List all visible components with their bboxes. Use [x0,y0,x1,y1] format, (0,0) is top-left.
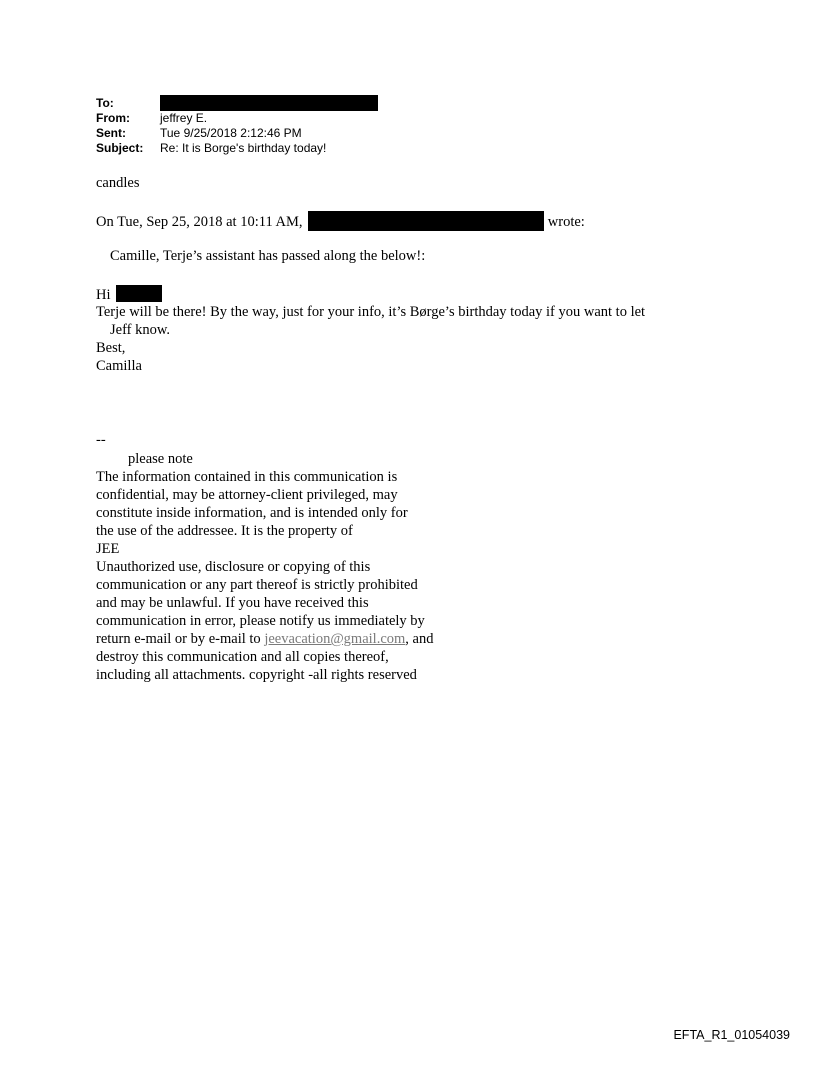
email-suffix: , and [405,631,434,647]
sent-row [96,126,378,141]
quote-intro-suffix: wrote: [547,214,585,230]
disclaimer-text [96,468,433,684]
subject-row [96,141,378,156]
from-value: jeffrey E. [160,111,208,125]
subject-label: Subject: [96,141,144,155]
redaction-box [308,211,544,231]
disclaimer-line: JEE [96,541,120,557]
disclaimer-line: and may be unlawful. If you have received this [96,595,369,611]
redaction-box [160,95,378,111]
assistant-line: Camille, Terje’s assistant has passed along the below!: [110,248,426,264]
greeting-text: Hi [96,287,111,303]
disclaimer-line: The information contained in this communication is [96,469,398,485]
quote-body-line-2: Jeff know. [110,322,171,338]
greeting-line [96,285,162,304]
document-id: EFTA_R1_01054039 [673,1028,790,1042]
disclaimer-line: constitute inside information, and is intended only for [96,505,408,521]
sent-value: Tue 9/25/2018 2:12:46 PM [160,126,302,140]
redaction-box [116,285,162,302]
disclaimer-line: confidential, may be attorney-client privileged, may [96,487,398,503]
to-row [96,96,378,111]
signoff: Best, [96,340,126,356]
quote-intro [96,211,585,231]
email-header [96,96,378,156]
from-row [96,111,378,126]
disclaimer-line: communication or any part thereof is strictly prohibited [96,577,418,593]
quote-body-line-1: Terje will be there! By the way, just for your info, it’s Børge’s birthday today if you want to let [96,304,646,320]
sent-label: Sent: [96,126,126,140]
from-label: From: [96,111,130,125]
signature: Camilla [96,358,142,374]
please-note: please note [128,451,193,467]
to-value [160,96,378,111]
disclaimer-line: Unauthorized use, disclosure or copying of this [96,559,371,575]
disclaimer-email-line [96,630,433,648]
email-prefix: return e-mail or by e-mail to [96,631,261,647]
disclaimer-line: communication in error, please notify us immediately by [96,613,425,629]
email-link[interactable]: jeevacation@gmail.com [264,631,406,647]
separator: -- [96,432,106,448]
disclaimer-line: including all attachments. copyright -all rights reserved [96,667,417,683]
to-label: To: [96,96,114,110]
subject-value: Re: It is Borge's birthday today! [160,141,327,155]
disclaimer-line: the use of the addressee. It is the property of [96,523,353,539]
disclaimer-line: destroy this communication and all copies thereof, [96,649,389,665]
quote-intro-prefix: On Tue, Sep 25, 2018 at 10:11 AM, [96,214,303,230]
reply-text: candles [96,175,140,191]
